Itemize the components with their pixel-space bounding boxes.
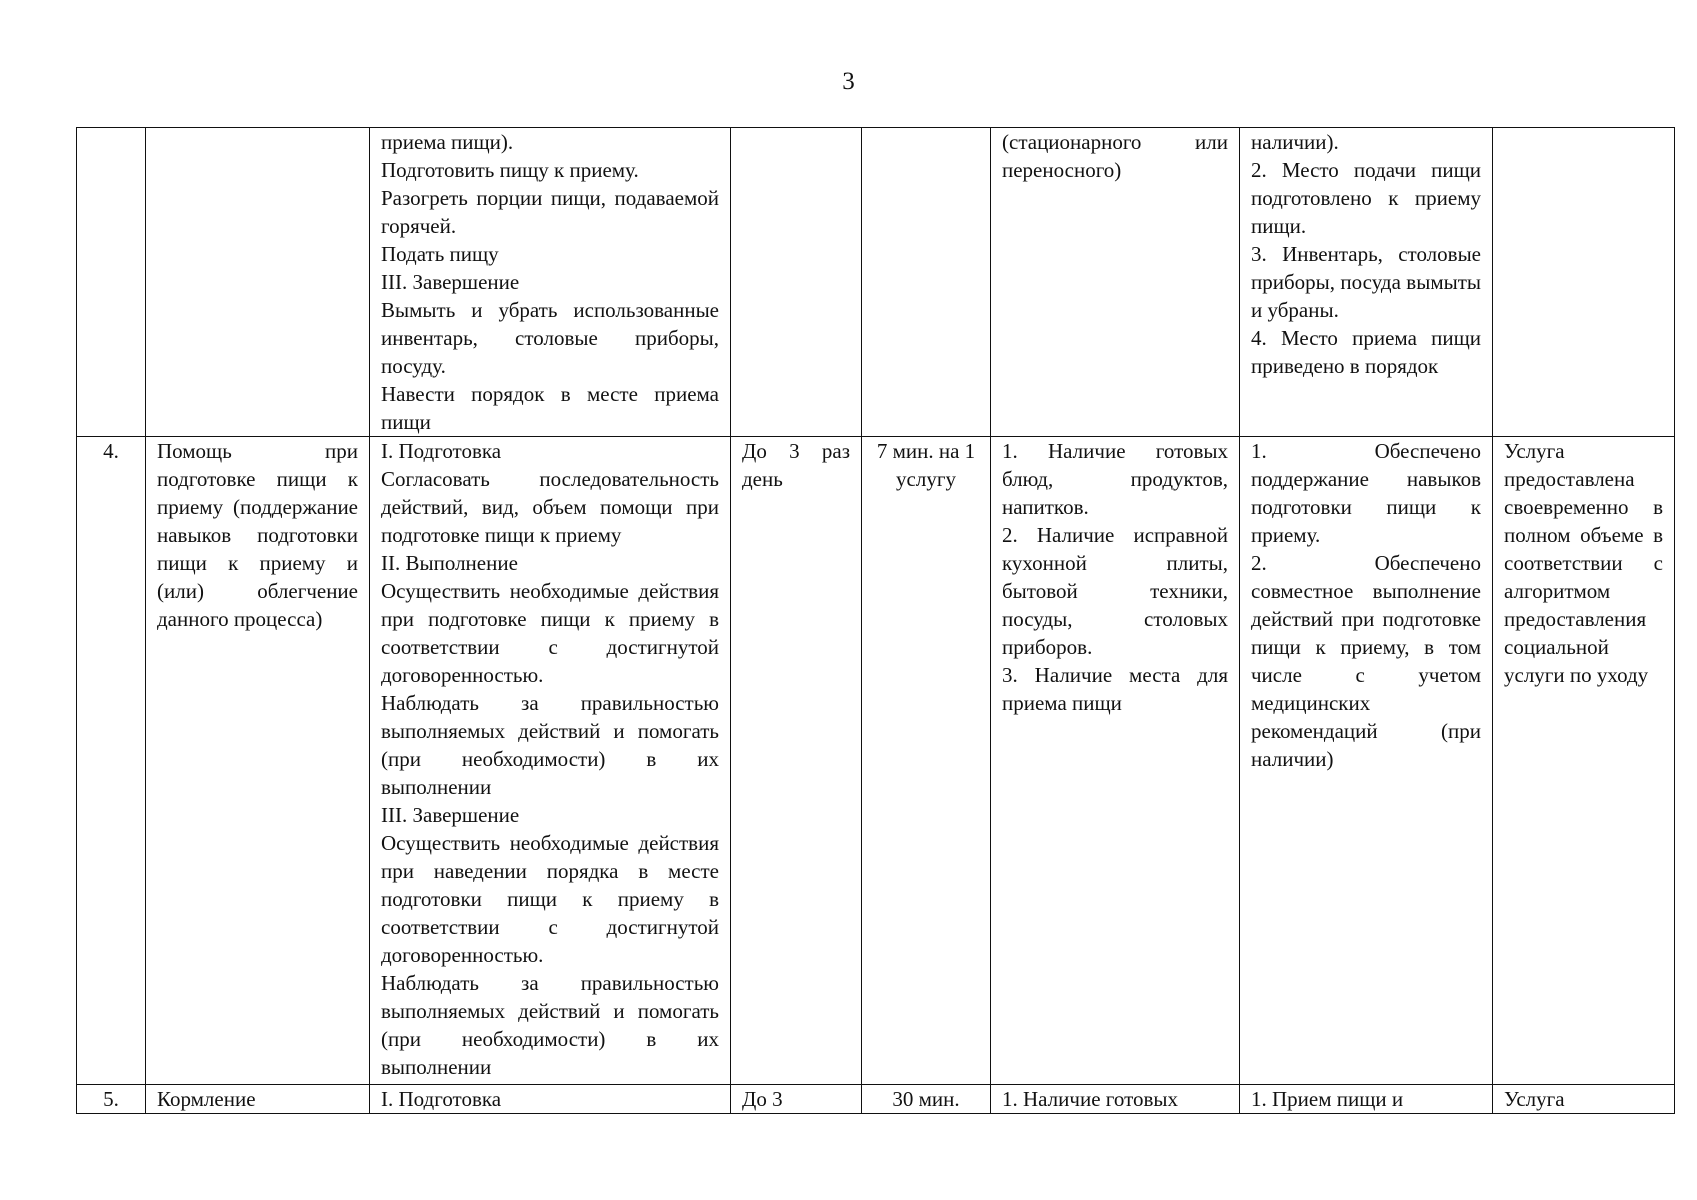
- cell-number: 4.: [77, 437, 146, 1085]
- cell-number: 5.: [77, 1085, 146, 1114]
- step-line: Осуществить необходимые действия при наведении порядка в месте подготовки пищи к приему в соответствии с достигнутой договоренностью.: [381, 831, 719, 967]
- cell-results: [1240, 437, 1493, 1085]
- cell-conditions: [991, 128, 1240, 437]
- step-line: Подготовить пищу к приему.: [381, 158, 639, 182]
- step-line: Навести порядок в месте приема пищи: [381, 382, 719, 434]
- cell-steps: [370, 1085, 731, 1114]
- cell-evaluation: Услуга предоставлена своевременно в полном объеме в соответствии с алгоритмом предоставления социальной услуги по уходу: [1493, 437, 1675, 1085]
- cell-service-name: Кормление: [146, 1085, 370, 1114]
- cell-results: [1240, 128, 1493, 437]
- cell-duration: [862, 128, 991, 437]
- step-line: I. Подготовка: [381, 439, 502, 463]
- result-line: 2. Место подачи пищи подготовлено к приему пищи.: [1251, 158, 1481, 238]
- step-line: II. Выполнение: [381, 551, 518, 575]
- step-line: Вымыть и убрать использованные инвентарь, столовые приборы, посуду.: [381, 298, 719, 378]
- result-line: наличии).: [1251, 130, 1339, 154]
- cell-steps: [370, 128, 731, 437]
- table-row: [77, 128, 1675, 437]
- step-line: Согласовать последовательность действий, вид, объем помощи при подготовке пищи к приему: [381, 467, 719, 547]
- condition-line: 2. Наличие исправной кухонной плиты, бытовой техники, посуды, столовых приборов.: [1002, 523, 1228, 659]
- cell-duration: 7 мин. на 1 услугу: [862, 437, 991, 1085]
- step-line: Наблюдать за правильностью выполняемых действий и помогать (при необходимости) в их выполнении: [381, 971, 719, 1079]
- step-line: III. Завершение: [381, 270, 520, 294]
- table-row: [77, 1085, 1675, 1114]
- condition-line: (стационарного или переносного): [1002, 130, 1228, 182]
- result-line: 1. Обеспечено поддержание навыков подготовки пищи к приему.: [1251, 439, 1481, 547]
- cell-steps: [370, 437, 731, 1085]
- cell-results: [1240, 1085, 1493, 1114]
- step-line: Разогреть порции пищи, подаваемой горячей.: [381, 186, 719, 238]
- cell-evaluation: Услуга: [1493, 1085, 1675, 1114]
- cell-duration: 30 мин.: [862, 1085, 991, 1114]
- result-line: 3. Инвентарь, столовые приборы, посуда вымыты и убраны.: [1251, 242, 1481, 322]
- page-number: 3: [842, 68, 855, 95]
- result-line: 1. Прием пищи и: [1251, 1087, 1404, 1111]
- services-table: [76, 127, 1675, 1114]
- condition-line: 3. Наличие места для приема пищи: [1002, 663, 1228, 715]
- step-line: Подать пищу: [381, 242, 499, 266]
- step-line: III. Завершение: [381, 803, 520, 827]
- cell-frequency: [731, 128, 862, 437]
- condition-line: 1. Наличие готовых блюд, продуктов, напитков.: [1002, 439, 1228, 519]
- cell-conditions: [991, 1085, 1240, 1114]
- result-line: 2. Обеспечено совместное выполнение действий при подготовке пищи к приему, в том числе с учетом медицинских рекомендаций (при наличии): [1251, 551, 1481, 771]
- step-line: Наблюдать за правильностью выполняемых действий и помогать (при необходимости) в их выполнении: [381, 691, 719, 799]
- table-row: [77, 437, 1675, 1085]
- condition-line: 1. Наличие готовых: [1002, 1087, 1178, 1111]
- step-line: приема пищи).: [381, 130, 514, 154]
- cell-frequency: До 3 раз день: [731, 437, 862, 1085]
- cell-conditions: [991, 437, 1240, 1085]
- result-line: 4. Место приема пищи приведено в порядок: [1251, 326, 1481, 378]
- step-line: I. Подготовка: [381, 1087, 502, 1111]
- cell-evaluation: [1493, 128, 1675, 437]
- cell-service-name: [146, 128, 370, 437]
- cell-frequency: До 3: [731, 1085, 862, 1114]
- cell-service-name: Помощь при подготовке пищи к приему (поддержание навыков подготовки пищи к приему и (или) облегчение данного процесса): [146, 437, 370, 1085]
- cell-number: [77, 128, 146, 437]
- step-line: Осуществить необходимые действия при подготовке пищи к приему в соответствии с достигнутой договоренностью.: [381, 579, 719, 687]
